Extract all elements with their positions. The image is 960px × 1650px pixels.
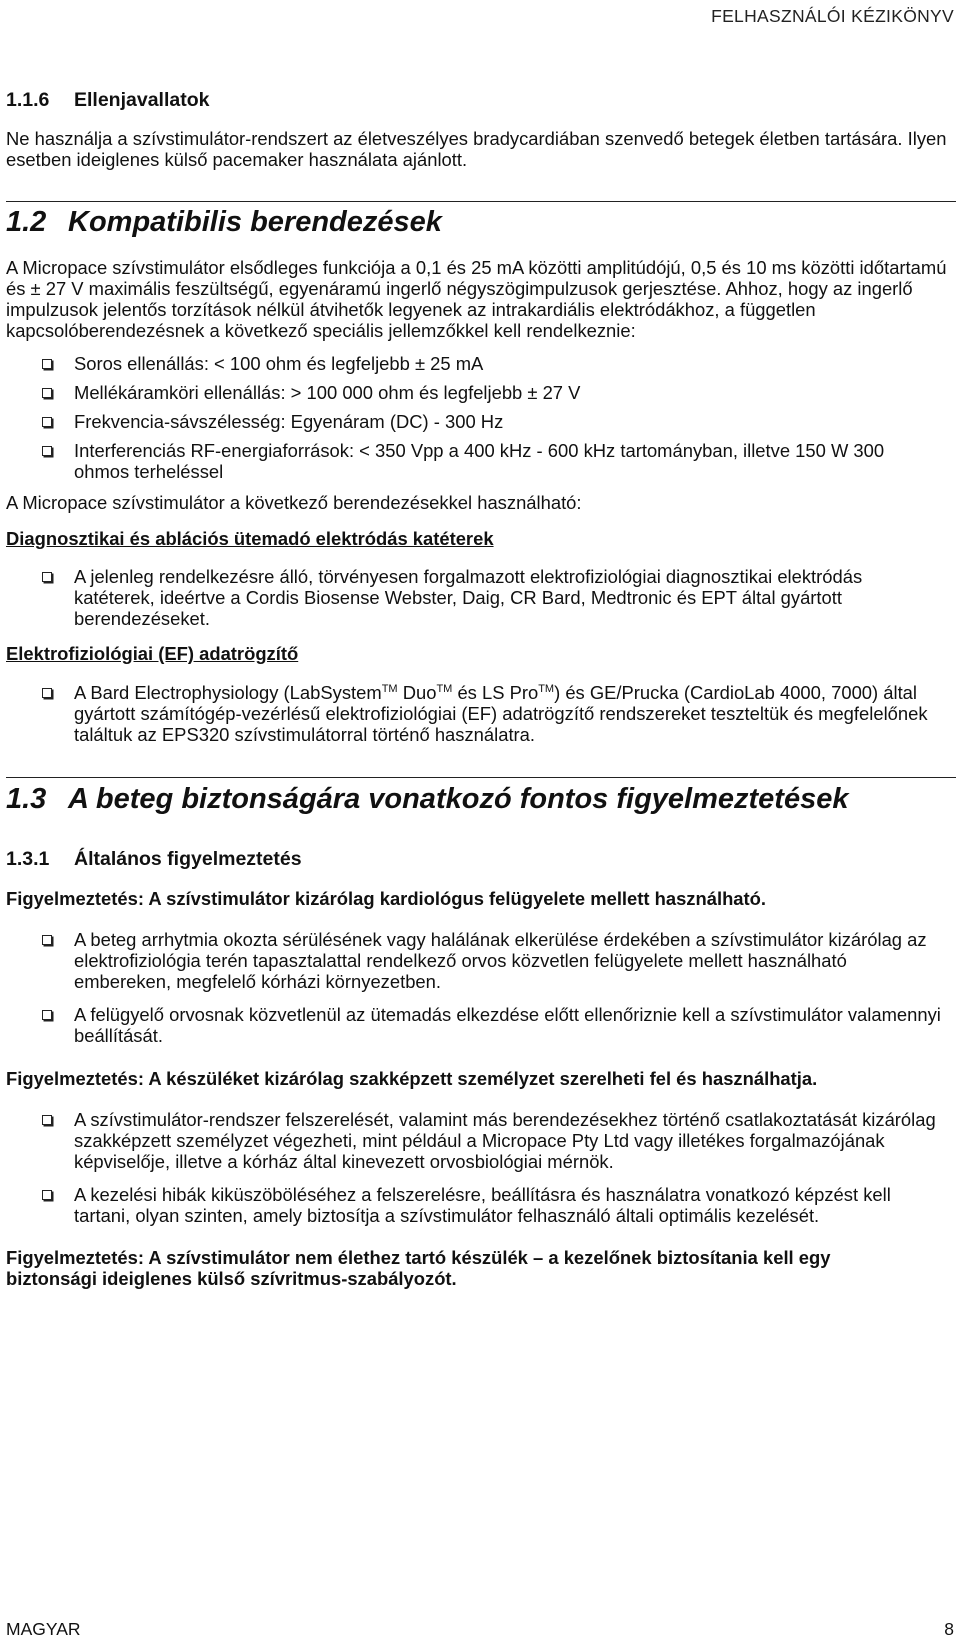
footer-language: MAGYAR — [6, 1619, 81, 1639]
warning-supervision-list — [6, 929, 956, 1046]
section-number: 1.3.1 — [6, 848, 50, 870]
list-item — [6, 682, 956, 745]
checkbox-bullet-icon — [42, 417, 52, 427]
compatibility-intro: A Micropace szívstimulátor elsődleges funkciója a 0,1 és 25 mA közötti amplitúdójú, 0,5 és 10 ms közötti időtartamú és ± 27 V maximális feszültségű, egyenáramú ingerlő négyszögimpulzusok gerjesztése. Ahhoz, hogy az ingerlő impulzusok jelentős torzítások nélkül átvihetők legyenek az intrakardiális elektródákhoz, a független kapcsolóberendezésnek a következő speciális jellemzőkkel kell rendelkeznie: — [6, 257, 947, 341]
section-title: Ellenjavallatok — [74, 89, 210, 111]
list-item: A kezelési hibák kiküszöböléséhez a felszerelésre, beállításra és használatra vonatkozó képzést kell tartani, olyan szinten, amely biztosítja a szívstimulátor felhasználó általi optimális kezelését. — [6, 1184, 956, 1226]
section-number: 1.1.6 — [6, 89, 50, 111]
section-1-1-6-heading — [6, 90, 956, 111]
checkbox-bullet-icon — [42, 1010, 52, 1020]
catheter-list — [6, 566, 956, 629]
checkbox-bullet-icon — [42, 1115, 52, 1125]
checkbox-bullet-icon — [42, 1190, 52, 1200]
contraindication-text: Ne használja a szívstimulátor-rendszert az életveszélyes bradycardiában szenvedő betegek életben tartására. Ilyen esetben ideiglenes külső pacemaker használata ajánlott. — [6, 128, 947, 170]
checkbox-bullet-icon — [42, 935, 52, 945]
page-footer — [6, 1619, 954, 1640]
section-divider — [6, 777, 956, 778]
running-header: FELHASZNÁLÓI KÉZIKÖNYV — [711, 6, 954, 26]
checkbox-bullet-icon — [42, 359, 52, 369]
warning-not-life-support: Figyelmeztetés: A szívstimulátor nem élethez tartó készülék – a kezelőnek biztosítania kell egy biztonsági ideiglenes külső szívritmus-szabályozót. — [6, 1247, 831, 1289]
list-item: A szívstimulátor-rendszer felszerelését, valamint más berendezésekhez történő csatlakoztatását kizárólag szakképzett személyzet végezheti, mint például a Micropace Pty Ltd vagy illetékes forgalmazójának képviselője, illetve a kórház által kinevezett orvosbiológiai mérnök. — [6, 1109, 956, 1172]
checkbox-bullet-icon — [42, 446, 52, 456]
list-item: A jelenleg rendelkezésre álló, törvényesen forgalmazott elektrofiziológiai diagnosztikai elektródás katéterek, ideértve a Cordis Biosense Webster, Daig, CR Bard, Medtronic és EPT által gyártott berendezéseket. — [6, 566, 956, 629]
ef-recorder-subheading: Elektrofiziológiai (EF) adatrögzítő — [6, 643, 299, 664]
catheter-subheading: Diagnosztikai és ablációs ütemadó elektródás katéterek — [6, 528, 494, 549]
warning-qualified-staff: Figyelmeztetés: A készüléket kizárólag szakképzett személyzet szerelheti fel és használhatja. — [6, 1068, 818, 1089]
ef-recorder-list — [6, 682, 956, 745]
section-1-3-heading — [6, 782, 956, 816]
page-content — [6, 90, 956, 1289]
section-title: Kompatibilis berendezések — [68, 206, 442, 238]
usable-with-text: A Micropace szívstimulátor a következő berendezésekkel használható: — [6, 492, 582, 513]
list-item: Soros ellenállás: < 100 ohm és legfeljebb ± 25 mA — [6, 353, 956, 374]
page-number: 8 — [944, 1619, 954, 1639]
section-1-3-1-heading — [6, 849, 956, 870]
list-item: A felügyelő orvosnak közvetlenül az ütemadás elkezdése előtt ellenőriznie kell a szívstimulátor valamennyi beállítását. — [6, 1004, 956, 1046]
list-item: Interferenciás RF-energiaforrások: < 350 Vpp a 400 kHz - 600 kHz tartományban, illetve 150 W 300 ohmos terheléssel — [6, 440, 956, 482]
checkbox-bullet-icon — [42, 388, 52, 398]
list-item: Mellékáramköri ellenállás: > 100 000 ohm és legfeljebb ± 27 V — [6, 382, 956, 403]
warning-qualified-staff-list — [6, 1109, 956, 1226]
section-number: 1.3 — [6, 783, 47, 815]
section-divider — [6, 201, 956, 202]
ef-recorder-text: A Bard Electrophysiology (LabSystem™ Duo™ és LS Pro™) és GE/Prucka (CardioLab 4000, 7000) által gyártott számítógép-vezérlésű elektrofiziológiai (EF) adatrögzítő rendszereket teszteltük és megfelelőnek találtuk az EPS320 szívstimulátorral történő használatra. — [74, 682, 928, 745]
section-number: 1.2 — [6, 206, 47, 238]
section-title: Általános figyelmeztetés — [74, 848, 302, 870]
section-1-2-heading — [6, 205, 956, 239]
spec-list — [6, 353, 956, 482]
checkbox-bullet-icon — [42, 572, 52, 582]
checkbox-bullet-icon — [42, 688, 52, 698]
list-item: A beteg arrhytmia okozta sérülésének vagy halálának elkerülése érdekében a szívstimulátor kizárólag az elektrofiziológia terén tapasztalattal rendelkező orvos közvetlen felügyelete mellett használható embereken, megfelelő kórházi környezetben. — [6, 929, 956, 992]
list-item: Frekvencia-sávszélesség: Egyenáram (DC) - 300 Hz — [6, 411, 956, 432]
section-title: A beteg biztonságára vonatkozó fontos figyelmeztetések — [68, 783, 849, 815]
warning-supervision: Figyelmeztetés: A szívstimulátor kizárólag kardiológus felügyelete mellett használható. — [6, 888, 767, 909]
